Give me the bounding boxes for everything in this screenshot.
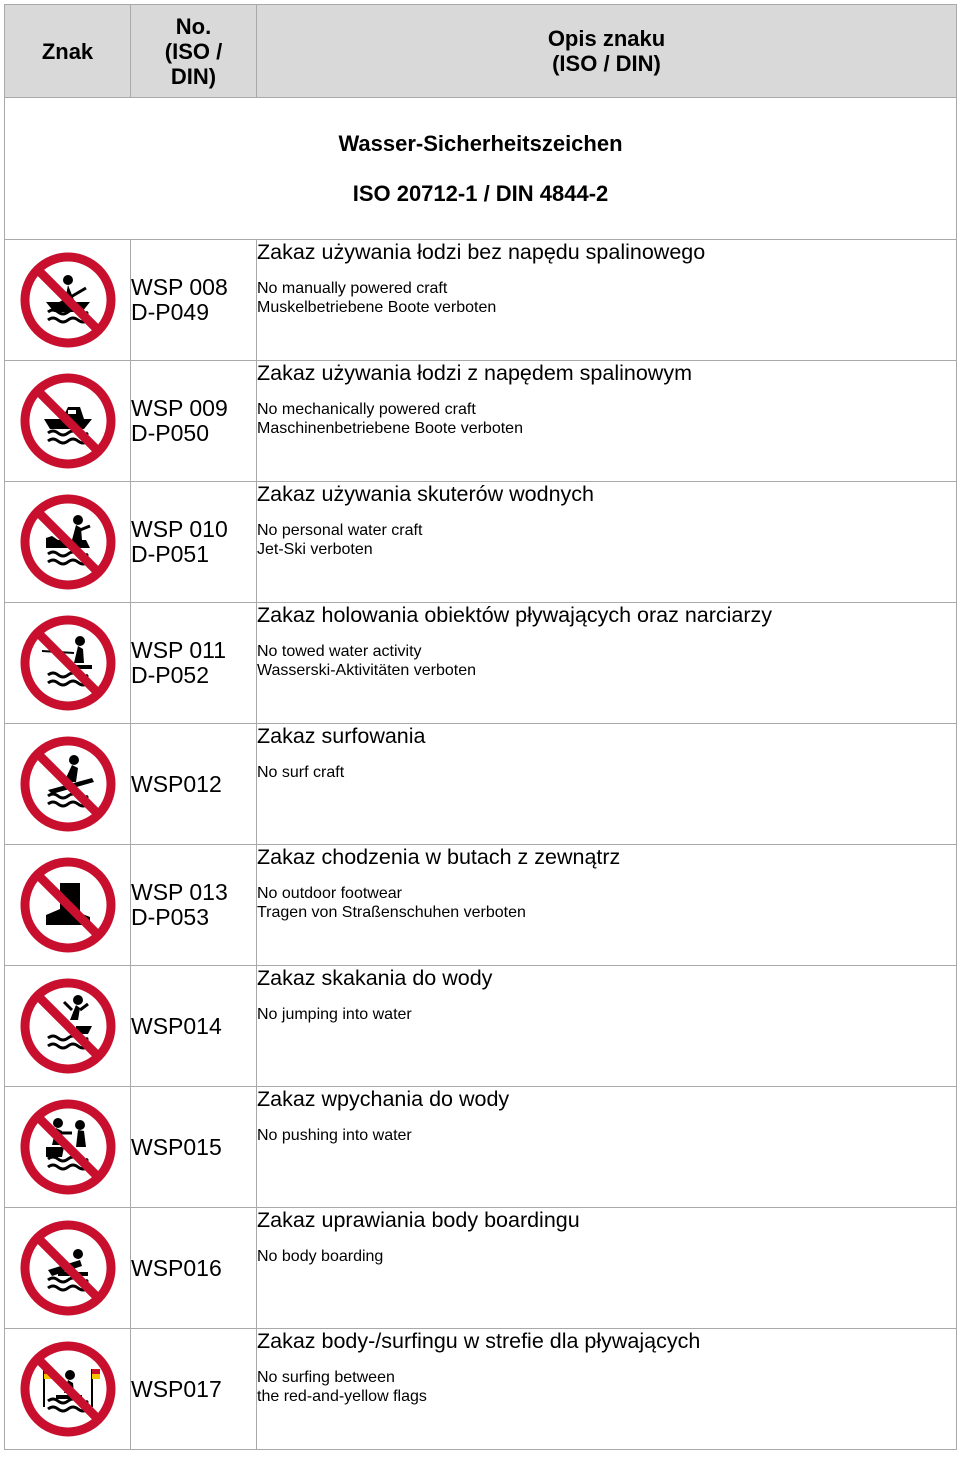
sign-code: WSP012 xyxy=(131,770,222,797)
section-title: Wasser-Sicherheitszeichen xyxy=(338,130,623,156)
description-en: No outdoor footwear xyxy=(257,885,402,902)
description-de: Wasserski-Aktivitäten verboten xyxy=(257,662,477,679)
diving-person-icon xyxy=(18,976,118,1076)
table-row xyxy=(5,845,957,966)
description-pl: Zakaz używania skuterów wodnych xyxy=(257,482,594,506)
sign-code: WSP 008 xyxy=(131,274,228,300)
description-en: No surfing between xyxy=(257,1369,395,1386)
description-pl: Zakaz surfowania xyxy=(257,724,426,748)
flags-surfing-icon xyxy=(18,1339,118,1439)
sign-code: WSP015 xyxy=(131,1133,222,1160)
description-de: Tragen von Straßenschuhen verboten xyxy=(257,904,526,921)
din-code: D-P052 xyxy=(131,662,209,688)
table-row xyxy=(5,1329,957,1450)
description-pl: Zakaz używania łodzi z napędem spalinowym xyxy=(257,361,692,385)
description-en: No towed water activity xyxy=(257,643,422,660)
table-row xyxy=(5,1208,957,1329)
description-de: the red-and-yellow flags xyxy=(257,1388,427,1405)
description-en: No surf craft xyxy=(257,764,345,781)
sign-code: WSP 011 xyxy=(131,637,227,663)
signs-table xyxy=(4,4,957,1450)
motorboat-icon xyxy=(18,371,118,471)
table-row xyxy=(5,482,957,603)
boot-icon xyxy=(18,855,118,955)
description-de: Jet-Ski verboten xyxy=(257,541,373,558)
din-code: D-P051 xyxy=(131,541,209,567)
sign-code: WSP 010 xyxy=(131,516,228,542)
table-row xyxy=(5,1087,957,1208)
water-ski-icon xyxy=(18,613,118,713)
sign-code: WSP017 xyxy=(131,1375,222,1402)
description-de: Maschinenbetriebene Boote verboten xyxy=(257,420,523,437)
description-en: No body boarding xyxy=(257,1248,384,1265)
header-sign: Znak xyxy=(5,5,131,98)
rowing-boat-icon xyxy=(18,250,118,350)
description-pl: Zakaz wpychania do wody xyxy=(257,1087,510,1111)
sign-code: WSP014 xyxy=(131,1012,222,1039)
header-number: No. (ISO / DIN) xyxy=(131,5,257,98)
description-en: No manually powered craft xyxy=(257,280,448,297)
table-row xyxy=(5,603,957,724)
sign-code: WSP016 xyxy=(131,1254,222,1281)
body-board-icon xyxy=(18,1218,118,1318)
sign-code: WSP 009 xyxy=(131,395,228,421)
description-en: No mechanically powered craft xyxy=(257,401,476,418)
description-en: No pushing into water xyxy=(257,1127,412,1144)
section-header xyxy=(5,98,957,240)
table-row xyxy=(5,240,957,361)
pushing-person-icon xyxy=(18,1097,118,1197)
din-code: D-P050 xyxy=(131,420,209,446)
sign-code: WSP 013 xyxy=(131,879,228,905)
table-header xyxy=(5,5,957,98)
description-pl: Zakaz uprawiania body boardingu xyxy=(257,1208,580,1232)
jet-ski-icon xyxy=(18,492,118,592)
din-code: D-P053 xyxy=(131,904,209,930)
description-pl: Zakaz holowania obiektów pływających oraz narciarzy xyxy=(257,603,773,627)
description-pl: Zakaz używania łodzi bez napędu spalinowego xyxy=(257,240,706,264)
description-en: No jumping into water xyxy=(257,1006,412,1023)
description-pl: Zakaz chodzenia w butach z zewnątrz xyxy=(257,845,621,869)
table-row xyxy=(5,966,957,1087)
description-pl: Zakaz skakania do wody xyxy=(257,966,493,990)
din-code: D-P049 xyxy=(131,299,209,325)
description-en: No personal water craft xyxy=(257,522,423,539)
description-de: Muskelbetriebene Boote verboten xyxy=(257,299,497,316)
table-row xyxy=(5,724,957,845)
surfer-icon xyxy=(18,734,118,834)
header-description: Opis znaku (ISO / DIN) xyxy=(257,5,957,98)
table-row xyxy=(5,361,957,482)
section-standard: ISO 20712-1 / DIN 4844-2 xyxy=(352,180,609,206)
description-pl: Zakaz body-/surfingu w strefie dla pływających xyxy=(257,1329,701,1353)
